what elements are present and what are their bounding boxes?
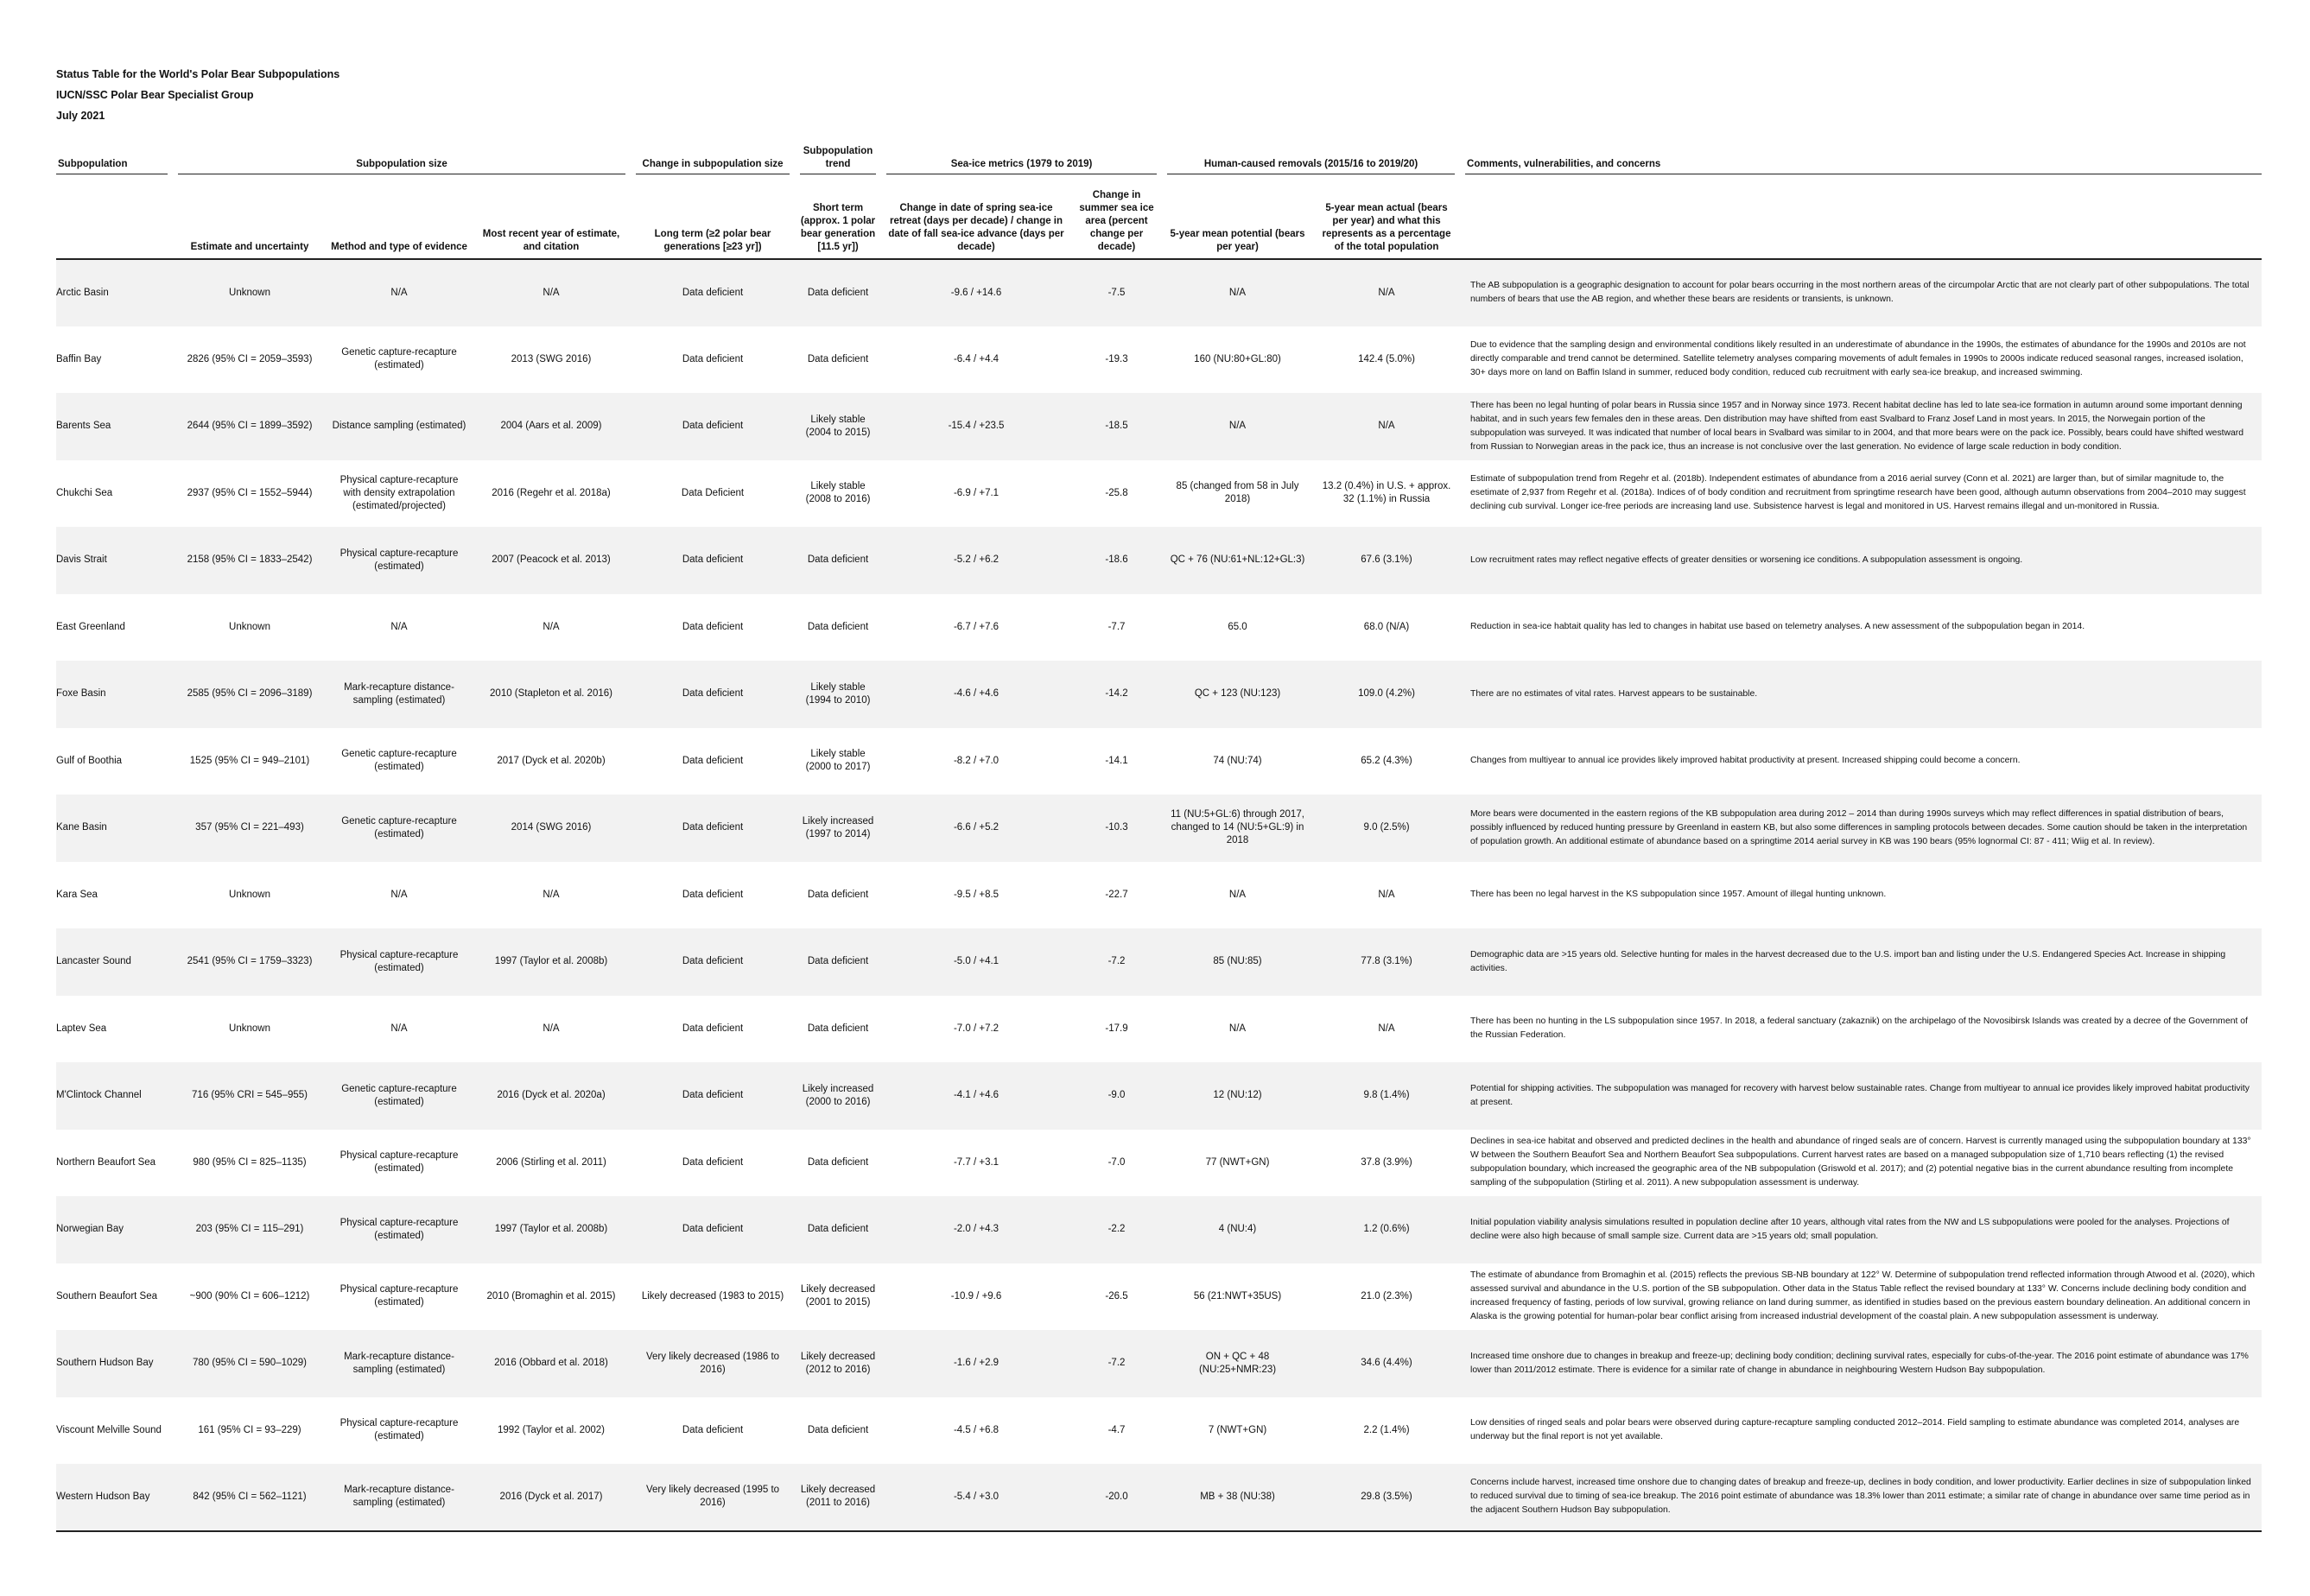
cell-summer-area: -19.3 (1105, 353, 1128, 364)
column-header-blank (56, 174, 173, 259)
cell-estimate: 2541 (95% CI = 1759–3323) (187, 956, 313, 967)
cell-recent: N/A (543, 621, 560, 632)
cell-recent: N/A (543, 287, 560, 298)
cell-estimate: 357 (95% CI = 221–493) (195, 822, 304, 833)
cell-method: Genetic capture-recapture (estimated) (341, 347, 457, 371)
cell-potential: 65.0 (1228, 621, 1247, 632)
cell-actual: 9.8 (1.4%) (1363, 1090, 1410, 1101)
cell-long-term: Data deficient (682, 956, 744, 967)
cell-short-term: Likely stable (1994 to 2010) (805, 681, 871, 706)
cell-recent: N/A (543, 1023, 560, 1034)
cell-actual: 9.0 (2.5%) (1363, 822, 1410, 833)
cell-actual: N/A (1378, 1023, 1395, 1034)
cell-short-term: Data deficient (807, 1023, 869, 1034)
cell-comment: Changes from multiyear to annual ice provides likely improved habitat productivity at present. Increased shipping could become a concern. (1470, 756, 2021, 766)
column-header-short-term: Short term (approx. 1 polar bear generation [11.5 yr]) (795, 174, 881, 259)
cell-summer-area: -18.6 (1105, 554, 1128, 566)
cell-long-term: Data deficient (682, 353, 744, 364)
table-row (56, 928, 2262, 996)
cell-recent: 2016 (Obbard et al. 2018) (494, 1358, 608, 1369)
cell-comment: Due to evidence that the sampling design and environmental conditions likely resulted in an underestimate of abundance in the 1990s, the estimates of abundance for the 1990s and 2010s are not directly comparable and trend cannot be determined. Satellite telemetry analyses comparing movements of adult females in 1990s to 2000s indicate reduced seasonal ranges, increased isolation, 30+ days more on land on Baffin Island in summer, reduced body condition, reduced cub recruitment with early sea-ice breakup, and increased swimming. (1470, 340, 2246, 378)
cell-method: Physical capture-recapture (estimated) (340, 1418, 459, 1442)
table-row (56, 1264, 2262, 1331)
cell-spring-fall: -7.0 / +7.2 (953, 1023, 1000, 1034)
cell-potential: 7 (NWT+GN) (1208, 1424, 1267, 1435)
cell-potential: N/A (1228, 889, 1247, 900)
table-row (56, 862, 2262, 929)
group-header-trend: Subpopulation trend (795, 136, 881, 174)
cell-comment: Declines in sea-ice habitat and observed and predicted declines in the health and abundance of ringed seals are of concern. Harvest is currently managed using the subpopulation boundary at 133° W between the Southern Beaufort Sea and Northern Beaufort Sea subpopulations. Current harvest rates are based on a managed subpopulation size of 1,710 bears reflecting (1) the revised subpopulation boundary, which increased the geographic area of the NB subpopulation (Griswold et al. 2017); and (2) potential negative bias in the current abundance resulting from incomplete sampling of the subpopulation (Stirling et al. 2011). A new subpopulation assessment is underway. (1470, 1137, 2251, 1188)
table-row (56, 594, 2262, 662)
column-header-summer-area: Change in summer sea ice area (percent change per decade) (1071, 174, 1162, 259)
cell-spring-fall: -7.7 / +3.1 (953, 1156, 1000, 1168)
cell-summer-area: -22.7 (1105, 889, 1128, 900)
table-row (56, 1330, 2262, 1397)
cell-recent: 2016 (Dyck et al. 2017) (499, 1491, 603, 1502)
cell-comment: Estimate of subpopulation trend from Regehr et al. (2018b). Independent estimates of abundance from a 2016 aerial survey (Conn et al. 2021) are larger than, but of similar magnitude to, the esetimate of 2,937 from Regehr et al. (2018a). Indices of of body condition and recruitment from springtime research have been good, although autumn observations from 2004–2010 may suggest declining cub survival. Longer ice-free periods are increasing land use. Subsistence harvest is legal and monitored in US. Harvest remains illegal and un-monitored in Russia. (1470, 474, 2246, 512)
cell-summer-area: -25.8 (1105, 487, 1128, 498)
cell-potential: 12 (NU:12) (1213, 1090, 1262, 1101)
cell-name: Southern Hudson Bay (56, 1358, 154, 1369)
table-row (56, 795, 2262, 862)
cell-recent: 1997 (Taylor et al. 2008b) (494, 956, 608, 967)
cell-short-term: Data deficient (807, 1424, 869, 1435)
cell-recent: 2017 (Dyck et al. 2020b) (497, 755, 606, 766)
cell-recent: 1997 (Taylor et al. 2008b) (494, 1224, 608, 1235)
cell-spring-fall: -4.5 / +6.8 (953, 1424, 1000, 1435)
table-row (56, 1130, 2262, 1197)
column-header-row (56, 174, 2262, 259)
cell-method: N/A (390, 621, 408, 632)
cell-long-term: Data deficient (682, 822, 744, 833)
cell-comment: There has been no legal harvest in the KS subpopulation since 1957. Amount of illegal hunting unknown. (1470, 890, 1887, 900)
cell-comment: The estimate of abundance from Bromaghin et al. (2015) reflects the previous SB-NB boundary at 122° W. Determine of subpopulation trend reflected information through Atwood et al. (2020), which assessed survival and abundance in the U.S. portion of the SB subpopulation. Other data in the Status Table reflect the revised boundary at 133° W. Concerns include declining body condition and increased frequency of fasting, periods of low survival, growing reliance on land during summer, as identified in studies based on the previous eastern boundary delineation. An additional concern in Alaska is the growing potential for human-polar bear conflict arising from increased industrial development of the coastal plain. A new subpopulation assessment is underway. (1470, 1270, 2256, 1322)
cell-method: Genetic capture-recapture (estimated) (341, 749, 457, 773)
cell-comment: More bears were documented in the eastern regions of the KB subpopulation area during 2012 – 2014 than during 1990s surveys which may reflect differences in spatial distribution of bears, possibly influenced by reduced hunting pressure by Greenland in eastern KB, but also some differences in sampling protocols between decades. Some caution should be taken in the interpretation of population growth. An additional estimate of abundance based on a springtime 2014 aerial survey in KB was 190 bears (95% lognormal CI: 87 - 411; Wiig et al. In review). (1470, 808, 2248, 846)
cell-short-term: Likely decreased (2011 to 2016) (800, 1485, 876, 1509)
cell-estimate: Unknown (229, 1023, 270, 1034)
cell-method: N/A (390, 1023, 408, 1034)
table-row (56, 661, 2262, 728)
table-row (56, 393, 2262, 460)
cell-method: Genetic capture-recapture (estimated) (341, 815, 457, 839)
cell-method: N/A (390, 889, 408, 900)
cell-long-term: Data deficient (682, 688, 744, 700)
cell-actual: 29.8 (3.5%) (1361, 1491, 1412, 1502)
cell-spring-fall: -6.4 / +4.4 (953, 353, 1000, 364)
cell-estimate: 780 (95% CI = 590–1029) (192, 1358, 308, 1369)
cell-name: Northern Beaufort Sea (56, 1156, 156, 1168)
cell-long-term: Data deficient (682, 554, 744, 566)
cell-actual: 37.8 (3.9%) (1361, 1156, 1412, 1168)
cell-summer-area: -10.3 (1105, 822, 1128, 833)
cell-spring-fall: -4.1 / +4.6 (953, 1090, 1000, 1101)
cell-spring-fall: -6.9 / +7.1 (953, 487, 1000, 498)
cell-long-term: Data deficient (682, 1224, 744, 1235)
cell-long-term: Very likely decreased (1986 to 2016) (645, 1351, 780, 1375)
cell-actual: 2.2 (1.4%) (1363, 1424, 1410, 1435)
table-row (56, 259, 2262, 326)
cell-potential: QC + 76 (NU:61+NL:12+GL:3) (1170, 554, 1305, 566)
cell-long-term: Data Deficient (681, 487, 745, 498)
cell-method: N/A (390, 287, 408, 298)
cell-name: Gulf of Boothia (56, 755, 123, 766)
cell-short-term: Data deficient (807, 621, 869, 632)
table-row (56, 527, 2262, 594)
cell-short-term: Likely stable (2008 to 2016) (805, 481, 871, 505)
cell-name: Baffin Bay (56, 353, 102, 364)
cell-actual: 13.2 (0.4%) in U.S. + approx. 32 (1.1%) in Russia (1322, 481, 1451, 505)
cell-summer-area: -7.0 (1107, 1156, 1126, 1168)
cell-potential: N/A (1228, 1023, 1247, 1034)
cell-actual: 34.6 (4.4%) (1361, 1358, 1412, 1369)
cell-summer-area: -14.2 (1105, 688, 1128, 700)
cell-potential: 11 (NU:5+GL:6) through 2017, changed to 14 (NU:5+GL:9) in 2018 (1171, 809, 1304, 846)
cell-estimate: 2826 (95% CI = 2059–3593) (187, 353, 313, 364)
cell-name: Arctic Basin (56, 287, 109, 298)
cell-estimate: 2644 (95% CI = 1899–3592) (187, 421, 313, 432)
cell-spring-fall: -5.2 / +6.2 (953, 554, 1000, 566)
cell-actual: N/A (1378, 421, 1395, 432)
cell-estimate: 2937 (95% CI = 1552–5944) (187, 487, 313, 498)
cell-method: Distance sampling (estimated) (332, 421, 466, 432)
table-row (56, 728, 2262, 795)
column-header-actual: 5-year mean actual (bears per year) and what this represents as a percentage of the total population (1313, 174, 1460, 259)
cell-method: Genetic capture-recapture (estimated) (341, 1083, 457, 1107)
cell-summer-area: -4.7 (1107, 1424, 1126, 1435)
cell-short-term: Data deficient (807, 1224, 869, 1235)
cell-recent: 2013 (SWG 2016) (511, 353, 592, 364)
cell-method: Physical capture-recapture (estimated) (340, 949, 459, 973)
cell-summer-area: -7.7 (1107, 621, 1126, 632)
cell-method: Physical capture-recapture (estimated) (340, 1150, 459, 1175)
cell-short-term: Likely stable (2000 to 2017) (805, 749, 871, 773)
document-title: Status Table for the World's Polar Bear Subpopulations (56, 68, 340, 80)
cell-long-term: Data deficient (682, 1023, 744, 1034)
cell-long-term: Data deficient (682, 1424, 744, 1435)
cell-recent: 2006 (Stirling et al. 2011) (496, 1156, 606, 1168)
cell-comment: Low recruitment rates may reflect negative effects of greater densities or worsening ice conditions. A subpopulation assessment is ongoing. (1470, 554, 2023, 565)
cell-comment: The AB subpopulation is a geographic designation to account for polar bears occurring in the most northern areas of the circumpolar Arctic that are not clearly part of other subpopulations. The total numbers of bears that use the AB region, and whether these bears are residents or transients, is unknown. (1470, 281, 2250, 305)
cell-actual: 109.0 (4.2%) (1358, 688, 1415, 700)
cell-short-term: Data deficient (807, 956, 869, 967)
group-header-subpopulation: Subpopulation (56, 136, 173, 174)
cell-short-term: Data deficient (807, 554, 869, 566)
cell-long-term: Very likely decreased (1995 to 2016) (645, 1485, 780, 1509)
cell-estimate: 203 (95% CI = 115–291) (195, 1224, 304, 1235)
cell-potential: ON + QC + 48 (NU:25+NMR:23) (1198, 1351, 1277, 1375)
cell-summer-area: -7.2 (1107, 1358, 1126, 1369)
cell-spring-fall: -6.7 / +7.6 (953, 621, 1000, 632)
cell-potential: 56 (21:NWT+35US) (1193, 1290, 1282, 1302)
cell-summer-area: -2.2 (1107, 1224, 1126, 1235)
cell-spring-fall: -1.6 / +2.9 (953, 1358, 1000, 1369)
cell-comment: There are no estimates of vital rates. Harvest appears to be sustainable. (1470, 688, 1758, 699)
cell-comment: Potential for shipping activities. The subpopulation was managed for recovery with harvest below sustainable rates. Change from multiyear to annual ice provides likely improved habitat productivity at present. (1470, 1083, 2250, 1107)
cell-recent: 1992 (Taylor et al. 2002) (497, 1424, 606, 1435)
cell-estimate: 2585 (95% CI = 2096–3189) (187, 688, 313, 700)
cell-method: Mark-recapture distance-sampling (estimated) (344, 681, 454, 706)
status-table (56, 136, 2262, 1532)
cell-estimate: 842 (95% CI = 562–1121) (193, 1491, 307, 1502)
cell-potential: N/A (1228, 421, 1247, 432)
cell-name: Davis Strait (56, 554, 107, 566)
group-header-removals: Human-caused removals (2015/16 to 2019/20) (1162, 136, 1460, 174)
cell-actual: 65.2 (4.3%) (1361, 755, 1412, 766)
cell-short-term: Data deficient (807, 353, 869, 364)
table-body (56, 259, 2262, 1531)
cell-spring-fall: -5.4 / +3.0 (953, 1491, 1000, 1502)
column-header-potential: 5-year mean potential (bears per year) (1162, 174, 1313, 259)
cell-long-term: Data deficient (682, 287, 744, 298)
cell-estimate: 716 (95% CRI = 545–955) (192, 1090, 308, 1101)
cell-name: Laptev Sea (56, 1023, 107, 1034)
cell-name: Lancaster Sound (56, 956, 131, 967)
cell-long-term: Data deficient (682, 755, 744, 766)
cell-name: Foxe Basin (56, 688, 106, 700)
cell-potential: 74 (NU:74) (1213, 755, 1262, 766)
cell-actual: 142.4 (5.0%) (1358, 353, 1415, 364)
cell-summer-area: -7.5 (1107, 287, 1126, 298)
cell-potential: QC + 123 (NU:123) (1194, 688, 1281, 700)
column-header-comments (1460, 174, 2262, 259)
cell-method: Physical capture-recapture with density extrapolation (estimated/projected) (340, 474, 459, 511)
cell-actual: 68.0 (N/A) (1363, 621, 1410, 632)
cell-summer-area: -20.0 (1105, 1491, 1128, 1502)
cell-actual: 77.8 (3.1%) (1361, 956, 1412, 967)
cell-potential: 160 (NU:80+GL:80) (1194, 353, 1281, 364)
cell-summer-area: -26.5 (1105, 1290, 1128, 1302)
table-row (56, 996, 2262, 1063)
cell-comment: Low densities of ringed seals and polar bears were observed during capture-recapture sampling conducted 2012–2014. Field sampling to estimate abundance was completed 2014, analyses are underway but the final report is not yet available. (1470, 1418, 2240, 1442)
table-row (56, 326, 2262, 394)
cell-name: Chukchi Sea (56, 487, 113, 498)
cell-name: Kara Sea (56, 889, 98, 900)
cell-name: Western Hudson Bay (56, 1491, 150, 1502)
cell-long-term: Likely decreased (1983 to 2015) (641, 1290, 784, 1302)
cell-spring-fall: -6.6 / +5.2 (953, 822, 1000, 833)
cell-recent: 2004 (Aars et al. 2009) (500, 421, 602, 432)
cell-spring-fall: -9.5 / +8.5 (953, 889, 1000, 900)
cell-spring-fall: -4.6 / +4.6 (953, 688, 1000, 700)
cell-spring-fall: -5.0 / +4.1 (953, 956, 1000, 967)
table-row (56, 1196, 2262, 1264)
cell-summer-area: -18.5 (1105, 421, 1128, 432)
table-row (56, 460, 2262, 528)
group-header-size: Subpopulation size (173, 136, 631, 174)
cell-long-term: Data deficient (682, 621, 744, 632)
column-header-estimate: Estimate and uncertainty (173, 174, 327, 259)
cell-short-term: Likely increased (2000 to 2016) (802, 1083, 874, 1107)
cell-recent: 2014 (SWG 2016) (511, 822, 592, 833)
table-row (56, 1464, 2262, 1531)
cell-recent: 2007 (Peacock et al. 2013) (492, 554, 611, 566)
column-header-recent: Most recent year of estimate, and citation (472, 174, 631, 259)
cell-actual: 21.0 (2.3%) (1361, 1290, 1412, 1302)
cell-potential: 85 (NU:85) (1213, 956, 1262, 967)
cell-name: Norwegian Bay (56, 1224, 124, 1235)
cell-short-term: Likely stable (2004 to 2015) (805, 414, 871, 438)
cell-method: Physical capture-recapture (estimated) (340, 548, 459, 572)
table-row (56, 1062, 2262, 1130)
cell-comment: There has been no hunting in the LS subpopulation since 1957. In 2018, a federal sanctuary (zakaznik) on the archipelago of the Novosibirsk Islands was created by a decree of the Government of the Russian Federation. (1470, 1016, 2248, 1041)
group-header-comments: Comments, vulnerabilities, and concerns (1460, 136, 2262, 174)
cell-actual: N/A (1378, 287, 1395, 298)
cell-estimate: Unknown (229, 889, 270, 900)
organization: IUCN/SSC Polar Bear Specialist Group (56, 89, 254, 101)
cell-estimate: ~900 (90% CI = 606–1212) (189, 1290, 310, 1302)
cell-long-term: Data deficient (682, 421, 744, 432)
cell-long-term: Data deficient (682, 889, 744, 900)
cell-estimate: 980 (95% CI = 825–1135) (193, 1156, 307, 1168)
group-header-sea-ice: Sea-ice metrics (1979 to 2019) (881, 136, 1162, 174)
cell-comment: There has been no legal hunting of polar bears in Russia since 1957 and in Norway since 1973. Recent habitat decline has led to late sea-ice formation in autumn around some important denning habitat, and in such years few females den in these areas. Den distribution may have shifted from east Svalbard to Franz Josef Land in most years. In 2015, the Norwegain portion of the subpopulation was surveyed. It was indicated that number of local bears in Svalbard was similar to in 2004, and that more bears were on the pack ice. Possibly, bears could have shifted westward from Russian to Norwegian areas in the pack ice, thus an increase is not conclusive over the last generation. No evidence of large scale reduction in body condition. (1470, 400, 2244, 452)
cell-name: East Greenland (56, 621, 125, 632)
cell-spring-fall: -2.0 / +4.3 (953, 1224, 1000, 1235)
cell-summer-area: -9.0 (1107, 1090, 1126, 1101)
cell-comment: Initial population viability analysis simulations resulted in population decline after 10 years, although vital rates from the NW and LS subpopulations were pooled for the analyses. Projections of decline were also high because of small sample size. Current data are >15 years old; small population. (1470, 1217, 2230, 1241)
column-header-spring-fall: Change in date of spring sea-ice retreat (days per decade) / change in date of fall sea-ice advance (days per decade) (881, 174, 1071, 259)
cell-name: Viscount Melville Sound (56, 1424, 162, 1435)
cell-estimate: Unknown (229, 621, 270, 632)
cell-short-term: Likely decreased (2012 to 2016) (800, 1351, 876, 1375)
cell-recent: 2016 (Dyck et al. 2020a) (497, 1090, 606, 1101)
cell-potential: N/A (1228, 287, 1247, 298)
cell-comment: Increased time onshore due to changes in breakup and freeze-up; declining body condition; declining survival rates, especially for cubs-of-the-year. The 2016 point estimate of abundance was 17% lower than 2011/2012 estimate. There is evidence for a similar rate of change in abundance in neighbouring Western Hudson Bay subpopulation. (1470, 1351, 2249, 1375)
cell-short-term: Likely increased (1997 to 2014) (802, 815, 874, 839)
cell-recent: 2010 (Stapleton et al. 2016) (490, 688, 612, 700)
cell-method: Physical capture-recapture (estimated) (340, 1284, 459, 1308)
column-header-long-term: Long term (≥2 polar bear generations [≥23 yr]) (631, 174, 795, 259)
group-header-change: Change in subpopulation size (631, 136, 795, 174)
cell-estimate: Unknown (229, 287, 270, 298)
cell-estimate: 2158 (95% CI = 1833–2542) (187, 554, 313, 566)
cell-estimate: 1525 (95% CI = 949–2101) (189, 755, 310, 766)
cell-actual: 67.6 (3.1%) (1361, 554, 1412, 566)
cell-summer-area: -17.9 (1105, 1023, 1128, 1034)
cell-short-term: Data deficient (807, 889, 869, 900)
cell-potential: MB + 38 (NU:38) (1200, 1491, 1275, 1502)
cell-recent: 2010 (Bromaghin et al. 2015) (486, 1290, 616, 1302)
cell-method: Mark-recapture distance-sampling (estimated) (344, 1485, 454, 1509)
cell-long-term: Data deficient (682, 1090, 744, 1101)
cell-comment: Demographic data are >15 years old. Selective hunting for males in the harvest decreased due to the U.S. import ban and listing under the U.S. Endangered Species Act. Increase in shipping activities. (1470, 949, 2226, 973)
cell-short-term: Likely decreased (2001 to 2015) (800, 1284, 876, 1308)
cell-spring-fall: -9.6 / +14.6 (950, 287, 1002, 298)
cell-long-term: Data deficient (682, 1156, 744, 1168)
cell-spring-fall: -8.2 / +7.0 (953, 755, 1000, 766)
cell-spring-fall: -15.4 / +23.5 (948, 421, 1005, 432)
cell-short-term: Data deficient (807, 287, 869, 298)
cell-name: Southern Beaufort Sea (56, 1290, 157, 1302)
cell-potential: 85 (changed from 58 in July 2018) (1176, 481, 1299, 505)
cell-actual: N/A (1378, 889, 1395, 900)
cell-summer-area: -7.2 (1107, 956, 1126, 967)
group-header-row (56, 136, 2262, 174)
cell-actual: 1.2 (0.6%) (1363, 1224, 1410, 1235)
cell-short-term: Data deficient (807, 1156, 869, 1168)
cell-potential: 4 (NU:4) (1218, 1224, 1257, 1235)
column-header-method: Method and type of evidence (327, 174, 472, 259)
cell-potential: 77 (NWT+GN) (1205, 1156, 1270, 1168)
cell-estimate: 161 (95% CI = 93–229) (198, 1424, 301, 1435)
cell-name: Kane Basin (56, 822, 107, 833)
cell-spring-fall: -10.9 / +9.6 (950, 1290, 1002, 1302)
cell-name: M'Clintock Channel (56, 1090, 142, 1101)
cell-method: Mark-recapture distance-sampling (estimated) (344, 1351, 454, 1375)
cell-comment: Concerns include harvest, increased time onshore due to changing dates of breakup and freeze-up, declines in body condition, and lower productivity. Earlier declines in size of subpopulation linked to reduced survival due to timing of sea-ice breakup. The 2016 point estimate of abundance was 18.3% lower than 2011 estimate; a similar rate of change in abundance over same time period as in the adjacent Southern Hudson Bay subpopulation. (1470, 1478, 2251, 1516)
document-date: July 2021 (56, 110, 105, 122)
cell-method: Physical capture-recapture (estimated) (340, 1217, 459, 1241)
cell-summer-area: -14.1 (1105, 755, 1128, 766)
document-header (56, 64, 340, 126)
table-row (56, 1397, 2262, 1465)
cell-comment: Reduction in sea-ice habtait quality has led to changes in habitat use based on telemetry analyses. A new assessment of the subpopulation began in 2014. (1470, 622, 2085, 632)
cell-name: Barents Sea (56, 421, 111, 432)
cell-recent: N/A (543, 889, 560, 900)
cell-recent: 2016 (Regehr et al. 2018a) (492, 487, 611, 498)
